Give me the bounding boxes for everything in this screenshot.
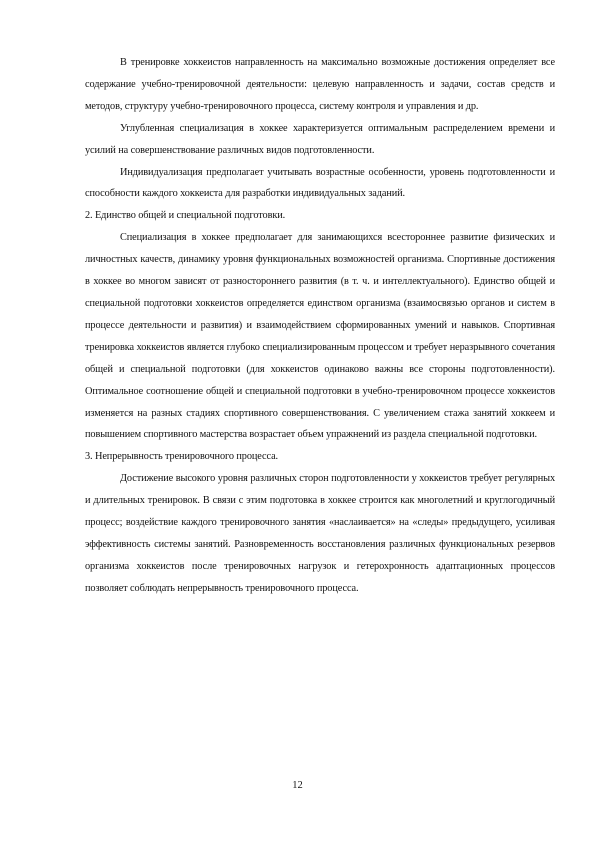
body-text xyxy=(85,52,555,600)
page-number: 12 xyxy=(292,780,303,791)
paragraph-unity-of-training: Специализация в хоккее предполагает для занимающихся всестороннее развитие физических и личностных качеств, динамику уровня функциональных возможностей организма. Спортивные достижения в хоккее во многом зависят от разностороннего развития (в т. ч. и интеллектуального). Единство общей и специальной подготовки хоккеистов определяется единством организма (взаимосвязью органов и систем в процессе деятельности и развития) и взаимодействием сформированных умений и навыков. Спортивная тренировка хоккеистов является глубоко специализированным процессом и требует неразрывного сочетания общей и специальной подготовки (для хоккеистов одинаково важны все стороны подготовленности). Оптимальное соотношение общей и специальной подготовки в учебно-тренировочном процессе хоккеистов изменяется на разных стадиях спортивного совершенствования. С увеличением стажа занятий хоккеем и повышением спортивного мастерства возрастает объем упражнений из раздела специальной подготовки. xyxy=(85,232,555,441)
paragraph-specialization: Углубленная специализация в хоккее характеризуется оптимальным распределением времени и усилий на совершенствование различных видов подготовленности. xyxy=(85,122,555,156)
paragraph-individualization: Индивидуализация предполагает учитывать возрастные особенности, уровень подготовленности и способности каждого хоккеиста для разработки индивидуальных заданий. xyxy=(85,166,555,200)
section-heading-continuity: 3. Непрерывность тренировочного процесса. xyxy=(85,451,279,463)
paragraph-continuity: Достижение высокого уровня различных сторон подготовленности у хоккеистов требует регулярных и длительных тренировок. В связи с этим подготовка в хоккее строится как многолетний и круглогодичный процесс; воздействие каждого тренировочного занятия «наслаивается» на «следы» предыдущего, усиливая эффективность системы занятий. Разновременность восстановления различных функциональных резервов организма хоккеистов после тренировочных нагрузок и гетерохронность адаптационных процессов позволяет соблюдать непрерывность тренировочного процесса. xyxy=(85,473,555,594)
paragraph-focus-on-achievements: В тренировке хоккеистов направленность на максимально возможные достижения определяет все содержание учебно-тренировочной деятельности: целевую направленность и задачи, состав средств и методов, структуру учебно-тренировочного процесса, систему контроля и управления и др. xyxy=(85,57,555,112)
section-heading-unity: 2. Единство общей и специальной подготовки. xyxy=(85,210,286,222)
